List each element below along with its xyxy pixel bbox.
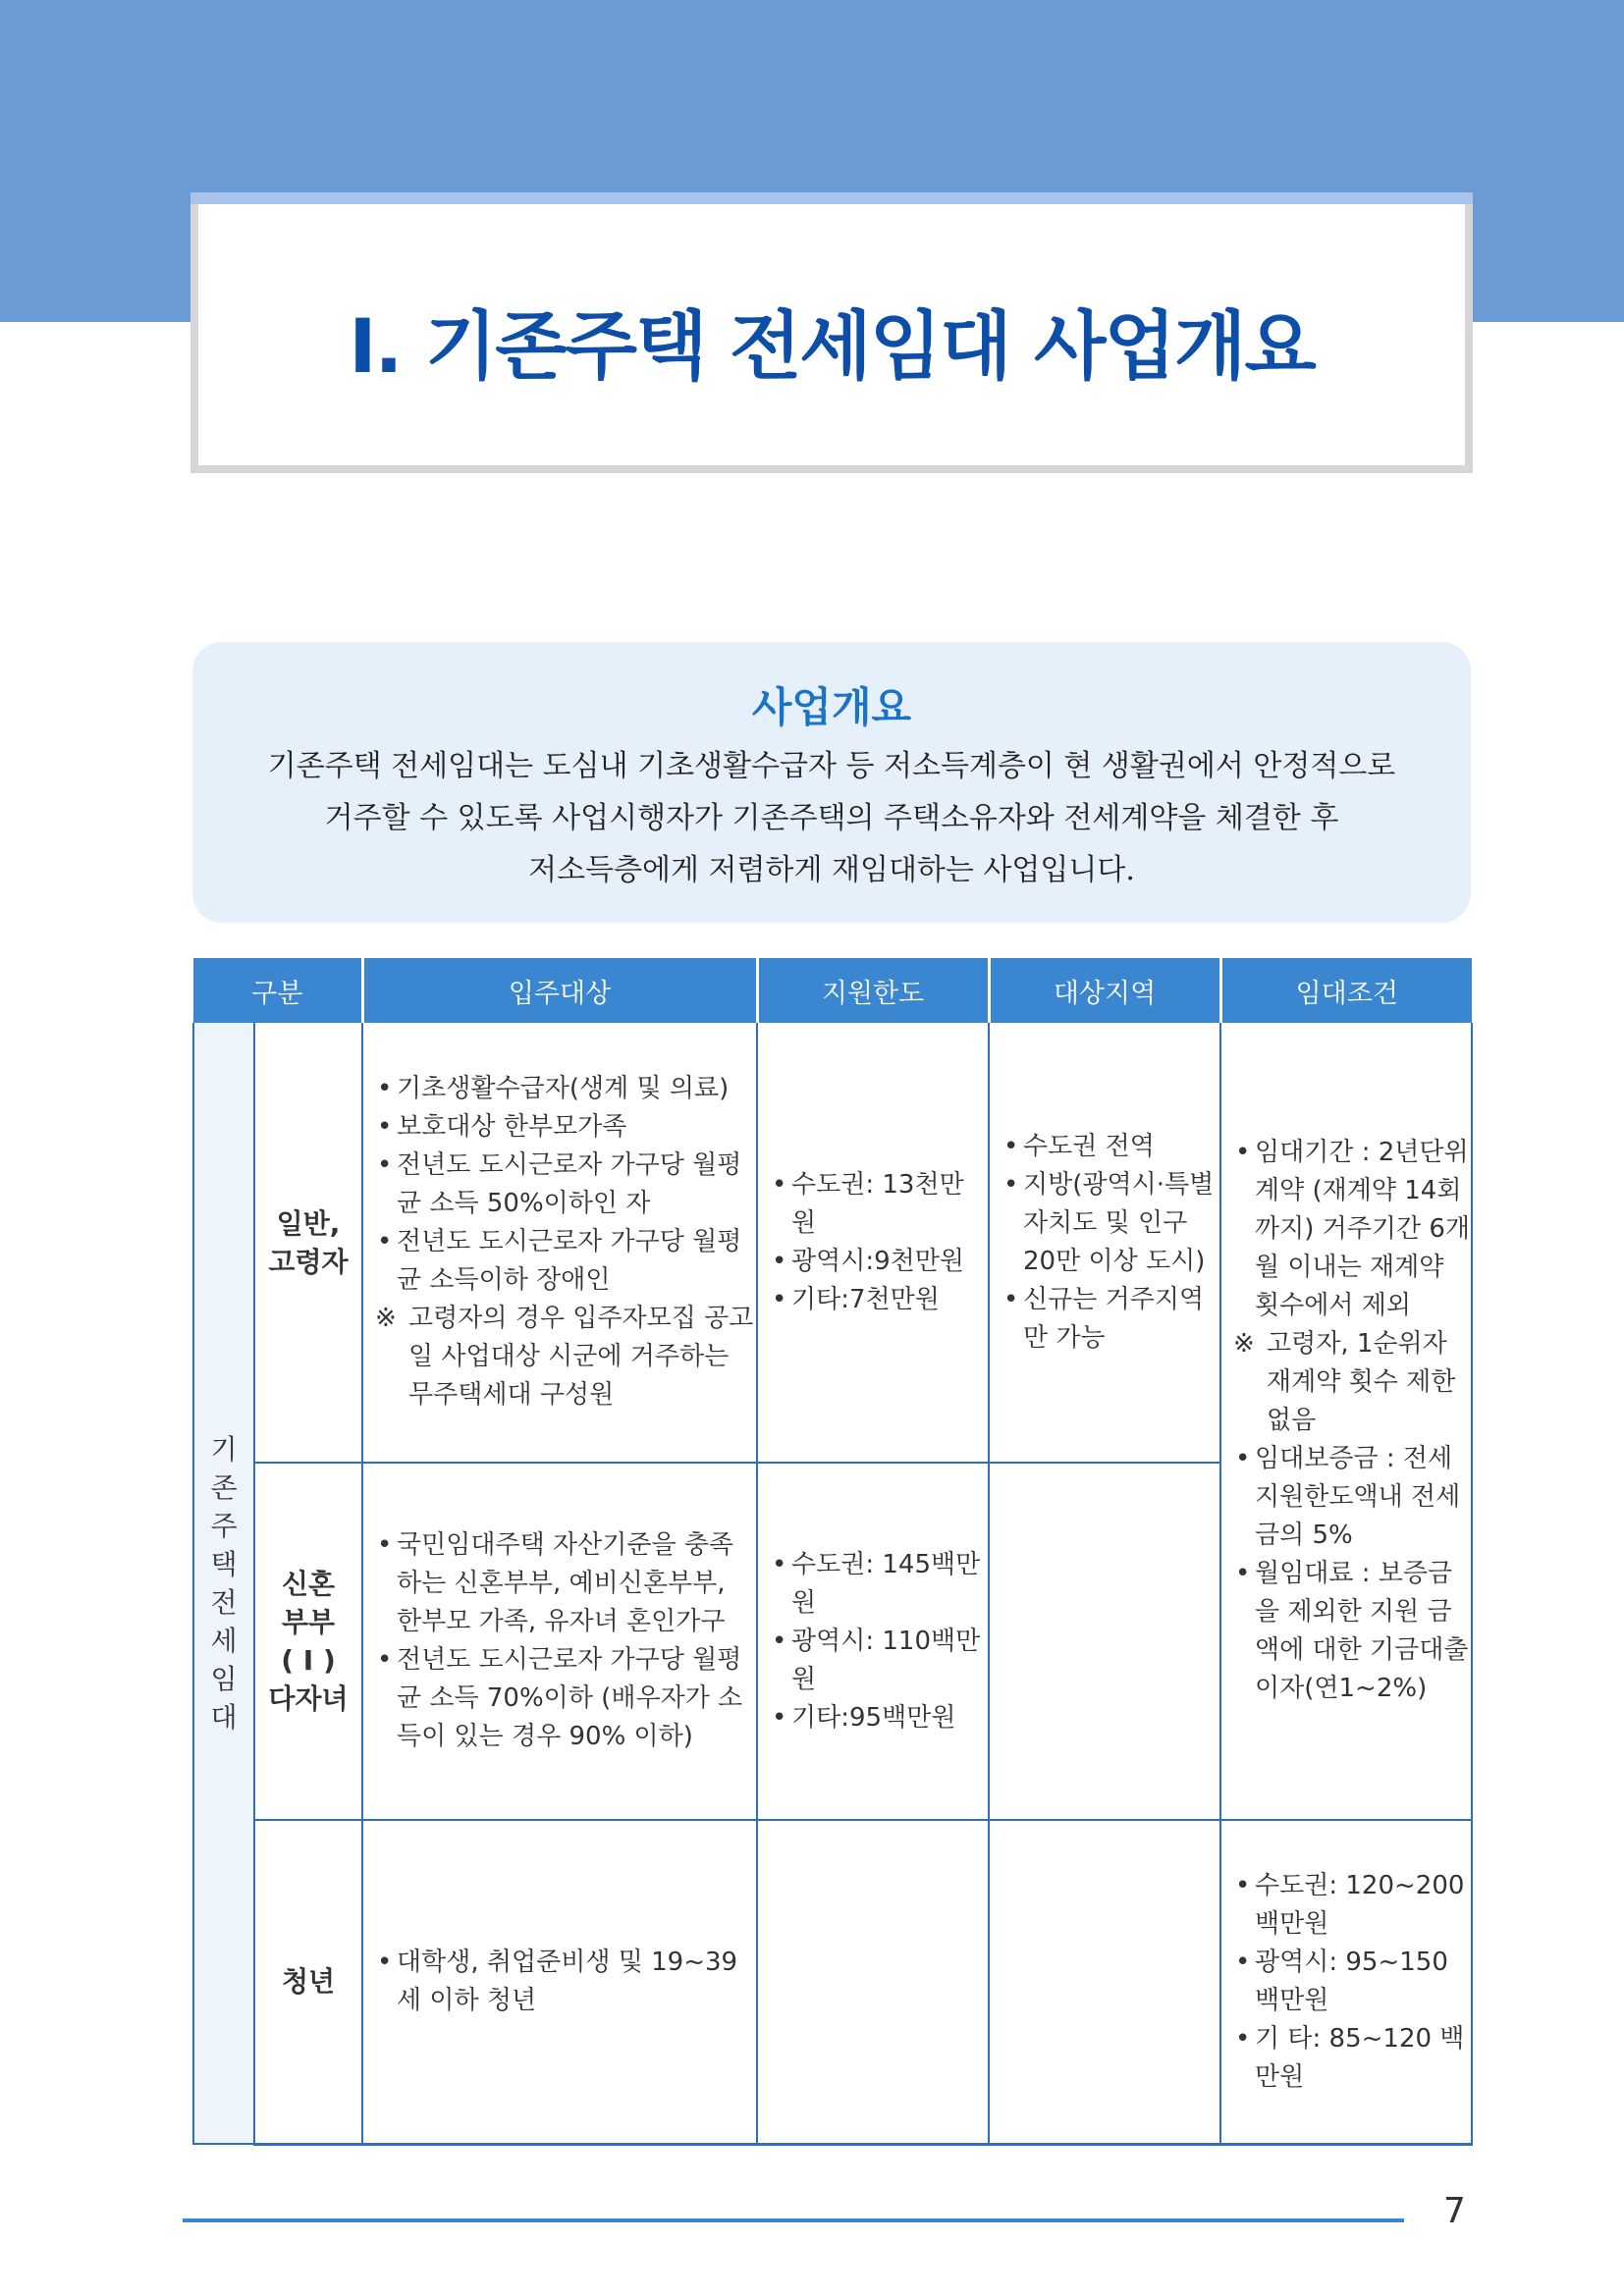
category-youth: 청년 <box>254 1820 362 2144</box>
footer-rule <box>183 2218 1404 2222</box>
conditions-cell <box>1220 1820 1472 2144</box>
list-item: • 광역시: 110백만원 <box>770 1623 988 1699</box>
list-item: • 기타:95백만원 <box>770 1699 988 1737</box>
list-item: • 전년도 도시근로자 가구당 월평균 소득이하 장애인 <box>375 1223 756 1300</box>
note-item: ※ 고령자, 1순위자 재계약 횟수 제한 없음 <box>1233 1325 1471 1440</box>
summary-line: 기존주택 전세임대는 도심내 기초생활수급자 등 저소득계층이 현 생활권에서 안정적으로 <box>267 749 1396 783</box>
note-item: ※ 고령자의 경우 입주자모집 공고일 사업대상 시군에 거주하는 무주택세대 구성원 <box>375 1300 756 1415</box>
page-number: 7 <box>1443 2191 1466 2231</box>
summary-text <box>222 740 1441 896</box>
list-item: • 기 타: 85~120 백만원 <box>1233 2020 1471 2097</box>
list-item: • 광역시: 95~150 백만원 <box>1233 1944 1471 2020</box>
list-item: • 국민임대주택 자산기준을 충족하는 신혼부부, 예비신혼부부, 한부모 가족, 유자녀 혼인가구 <box>375 1526 756 1641</box>
region-cell-empty <box>989 1820 1220 2144</box>
group-label: 기 존 주 택 전 세 임 대 <box>193 1023 254 2144</box>
list-item: • 수도권: 145백만원 <box>770 1546 988 1623</box>
list-item: • 수도권: 13천만원 <box>770 1166 988 1243</box>
list-item: • 광역시:9천만원 <box>770 1243 988 1281</box>
list-item: • 대학생, 취업준비생 및 19~39세 이하 청년 <box>375 1944 756 2020</box>
list-item: • 임대기간 : 2년단위 계약 (재계약 14회까지) 거주기간 6개월 이내는 재계약 횟수에서 제외 <box>1233 1134 1471 1325</box>
list-item: • 수도권: 120~200백만원 <box>1233 1867 1471 1944</box>
header-category: 구분 <box>193 958 362 1023</box>
list-item: • 신규는 거주지역만 가능 <box>1001 1281 1219 1358</box>
list-item: • 전년도 도시근로자 가구당 월평균 소득 70%이하 (배우자가 소득이 있는 경우 90% 이하) <box>375 1641 756 1756</box>
region-cell-empty <box>989 1463 1220 1820</box>
summary-line: 저소득층에게 저렴하게 재임대하는 사업입니다. <box>528 853 1135 887</box>
summary-box <box>192 642 1471 923</box>
header-target: 입주대상 <box>362 958 757 1023</box>
list-item: • 수도권 전역 <box>1001 1128 1219 1166</box>
header-limit: 지원한도 <box>757 958 989 1023</box>
limit-cell-empty <box>757 1820 989 2144</box>
category-newlywed: 신혼 부부 ( I ) 다자녀 <box>254 1463 362 1820</box>
page-title: Ⅰ. 기존주택 전세임대 사업개요 <box>349 302 1315 390</box>
header-conditions: 임대조건 <box>1220 958 1472 1023</box>
summary-line: 거주할 수 있도록 사업시행자가 기존주택의 주택소유자와 전세계약을 체결한 후 <box>324 801 1339 835</box>
target-cell <box>362 1023 757 1463</box>
list-item: • 전년도 도시근로자 가구당 월평균 소득 50%이하인 자 <box>375 1147 756 1223</box>
list-item: • 지방(광역시·특별자치도 및 인구 20만 이상 도시) <box>1001 1166 1219 1281</box>
list-item: • 보호대상 한부모가족 <box>375 1108 756 1147</box>
limit-cell <box>757 1023 989 1463</box>
target-cell <box>362 1820 757 2144</box>
header-region: 대상지역 <box>989 958 1220 1023</box>
conditions-cell <box>1220 1023 1472 1820</box>
list-item: • 기타:7천만원 <box>770 1281 988 1319</box>
limit-cell <box>757 1463 989 1820</box>
title-box <box>202 204 1461 457</box>
table-row <box>193 1023 1472 1463</box>
table-row <box>193 1820 1472 2144</box>
program-table <box>192 958 1473 2146</box>
category-general: 일반, 고령자 <box>254 1023 362 1463</box>
title-frame-accent <box>190 192 1473 204</box>
list-item: • 임대보증금 : 전세지원한도액내 전세금의 5% <box>1233 1440 1471 1555</box>
table-header-row <box>193 958 1472 1023</box>
region-cell <box>989 1023 1220 1463</box>
summary-heading: 사업개요 <box>751 683 912 731</box>
target-cell <box>362 1463 757 1820</box>
list-item: • 월임대료 : 보증금을 제외한 지원 금액에 대한 기금대출 이자(연1~2%) <box>1233 1555 1471 1708</box>
list-item: • 기초생활수급자(생계 및 의료) <box>375 1070 756 1108</box>
